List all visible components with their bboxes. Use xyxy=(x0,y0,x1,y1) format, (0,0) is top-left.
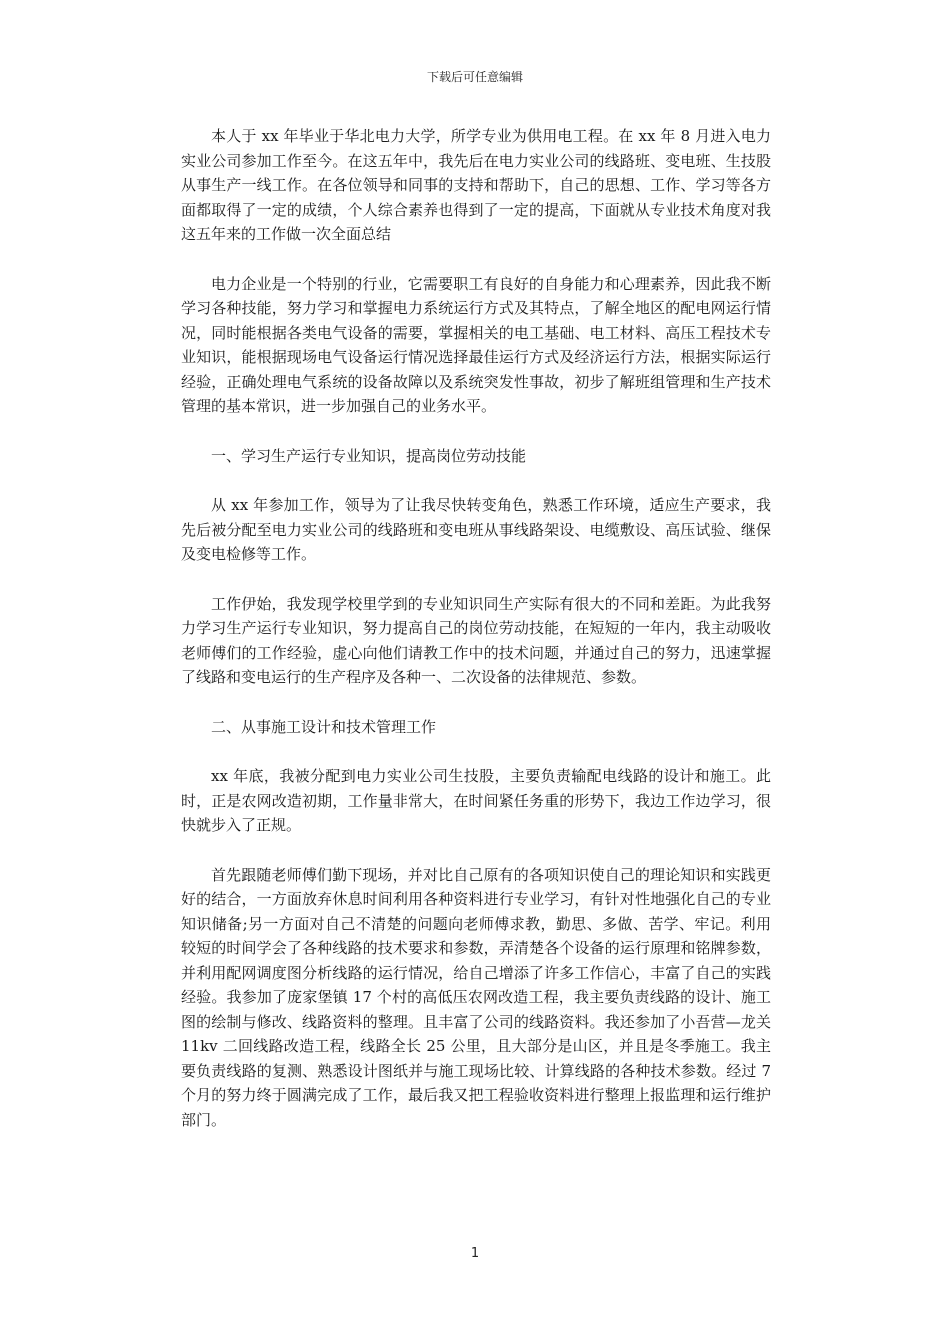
paragraph-industry: 电力企业是一个特别的行业，它需要职工有良好的自身能力和心理素养，因此我不断学习各种技能，努力学习和掌握电力系统运行方式及其特点，了解全地区的配电网运行情况，同时能根据各类电气设备的需要，掌握相关的电工基础、电工材料、高压工程技术专业知识，能根据现场电气设备运行情况选择最佳运行方式及经济运行方法，根据实际运行经验，正确处理电气系统的设备故障以及系统突发性事故，初步了解班组管理和生产技术管理的基本常识，进一步加强自己的业务水平。 xyxy=(181,274,771,415)
paragraph-intro: 本人于 xx 年毕业于华北电力大学，所学专业为供用电工程。在 xx 年 8 月进入电力实业公司参加工作至今。在这五年中，我先后在电力实业公司的线路班、变电班、生技股从事生产一线工作。在各位领导和同事的支持和帮助下，自己的思想、工作、学习等各方面都取得了一定的成绩，个人综合素养也得到了一定的提高，下面就从专业技术角度对我这五年来的工作做一次全面总结 xyxy=(181,127,771,243)
paragraph-start-work: 从 xx 年参加工作，领导为了让我尽快转变角色，熟悉工作环境，适应生产要求，我先后被分配至电力实业公司的线路班和变电班从事线路架设、电缆敷设、高压试验、继保及变电检修等工作。 xyxy=(181,496,771,563)
paragraph-learning: 工作伊始，我发现学校里学到的专业知识同生产实际有很大的不同和差距。为此我努力学习生产运行专业知识，努力提高自己的岗位劳动技能，在短短的一年内，我主动吸收老师傅们的工作经验，虚心向他们请教工作中的技术问题，并通过自己的努力，迅速掌握了线路和变电运行的生产程序及各种一、二次设备的法律规范、参数。 xyxy=(181,594,771,686)
section-heading-1: 一、学习生产运行专业知识，提高岗位劳动技能 xyxy=(211,446,527,465)
section-heading-2: 二、从事施工设计和技术管理工作 xyxy=(211,717,437,736)
paragraph-design-work: xx 年底，我被分配到电力实业公司生技股，主要负责输配电线路的设计和施工。此时，正是农网改造初期，工作量非常大，在时间紧任务重的形势下，我边工作边学习，很快就步入了正规。 xyxy=(181,767,771,834)
page-header: 下载后可任意编辑 xyxy=(426,70,523,84)
page-number: 1 xyxy=(470,1246,480,1261)
paragraph-field-experience: 首先跟随老师傅们勤下现场，并对比自己原有的各项知识使自己的理论知识和实践更好的结合，一方面放弃休息时间利用各种资料进行专业学习，有针对性地强化自己的专业知识储备;另一方面对自己不清楚的问题向老师傅求教，勤思、多做、苦学、牢记。利用较短的时间学会了各种线路的技术要求和参数，弄清楚各个设备的运行原理和铭牌参数，并利用配网调度图分析线路的运行情况，给自己增添了许多工作信心，丰富了自己的实践经验。我参加了庞家堡镇 17 个村的高低压农网改造工程，我主要负责线路的设计、施工图的绘制与修改、线路资料的整理。且丰富了公司的线路资料。我还参加了小吾营—龙关 11kv 二回线路改造工程，线路全长 25 公里，且大部分是山区，并且是冬季施工。我主要负责线路的复测、熟悉设计图纸并与施工现场比较、计算线路的各种技术参数。经过 7 个月的努力终于圆满完成了工作，最后我又把工程验收资料进行整理上报监理和运行维护部门。 xyxy=(181,865,771,1129)
document-body xyxy=(181,124,771,1157)
